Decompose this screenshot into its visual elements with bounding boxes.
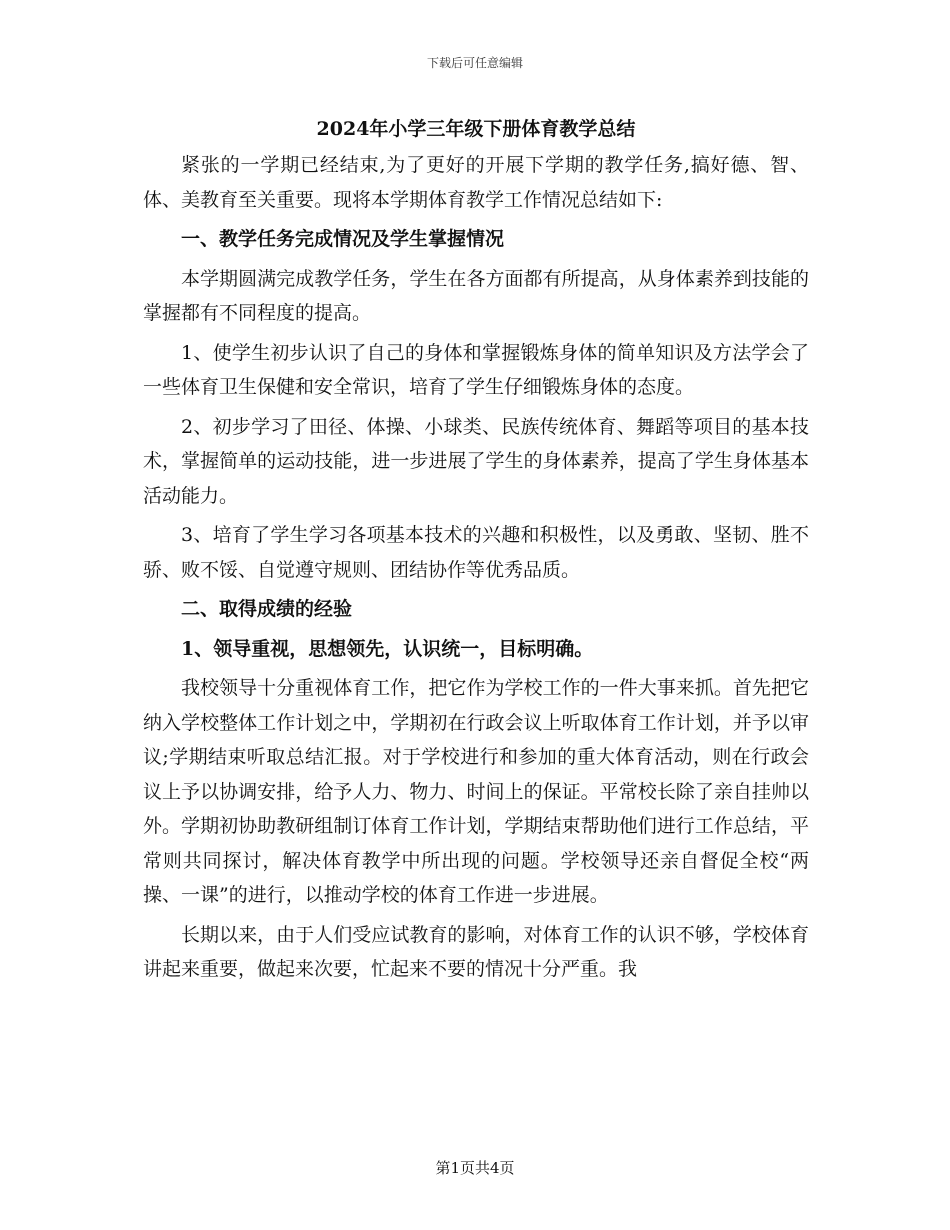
intro-paragraph: 紧张的一学期已经结束,为了更好的开展下学期的教学任务,搞好德、智、体、美教育至关重要。现将本学期体育教学工作情况总结如下: bbox=[143, 154, 809, 211]
paragraph: 我校领导十分重视体育工作，把它作为学校工作的一件大事来抓。首先把它纳入学校整体工作计划之中，学期初在行政会议上听取体育工作计划，并予以审议;学期结束听取总结汇报。对于学校进行和参加的重大体育活动，则在行政会议上予以协调安排，给予人力、物力、时间上的保证。平常校长除了亲自挂帅以外。学期初协助教研组制订体育工作计划，学期结束帮助他们进行工作总结，平常则共同探讨，解决体育教学中所出现的问题。学校领导还亲自督促全校“两操、一课”的进行，以推动学校的体育工作进一步进展。 bbox=[143, 677, 809, 906]
header-note: 下载后可任意编辑 bbox=[426, 56, 523, 70]
list-paragraph-2: 2、初步学习了田径、体操、小球类、民族传统体育、舞蹈等项目的基本技术，掌握简单的运动技能，进一步进展了学生的身体素养，提高了学生身体基本活动能力。 bbox=[143, 415, 809, 507]
subsection-heading-1: 1、领导重视，思想领先，认识统一，目标明确。 bbox=[181, 637, 594, 660]
list-paragraph-1: 1、使学生初步认识了自己的身体和掌握锻炼身体的简单知识及方法学会了一些体育卫生保健和安全常识，培育了学生仔细锻炼身体的态度。 bbox=[143, 341, 809, 398]
paragraph: 本学期圆满完成教学任务，学生在各方面都有所提高，从身体素养到技能的掌握都有不同程度的提高。 bbox=[143, 267, 809, 324]
document-body bbox=[143, 112, 809, 987]
document-title: 2024年小学三年级下册体育教学总结 bbox=[316, 118, 636, 140]
page-footer: 第1页共4页 bbox=[435, 1159, 515, 1177]
list-paragraph-3: 3、培育了学生学习各项基本技术的兴趣和积极性，以及勇敢、坚韧、胜不骄、败不馁、自觉遵守规则、团结协作等优秀品质。 bbox=[143, 524, 809, 581]
section-heading-2: 二、取得成绩的经验 bbox=[181, 598, 353, 620]
section-heading-1: 一、教学任务完成情况及学生掌握情况 bbox=[181, 228, 505, 250]
paragraph: 长期以来，由于人们受应试教育的影响，对体育工作的认识不够，学校体育讲起来重要，做起来次要，忙起来不要的情况十分严重。我 bbox=[143, 923, 809, 980]
